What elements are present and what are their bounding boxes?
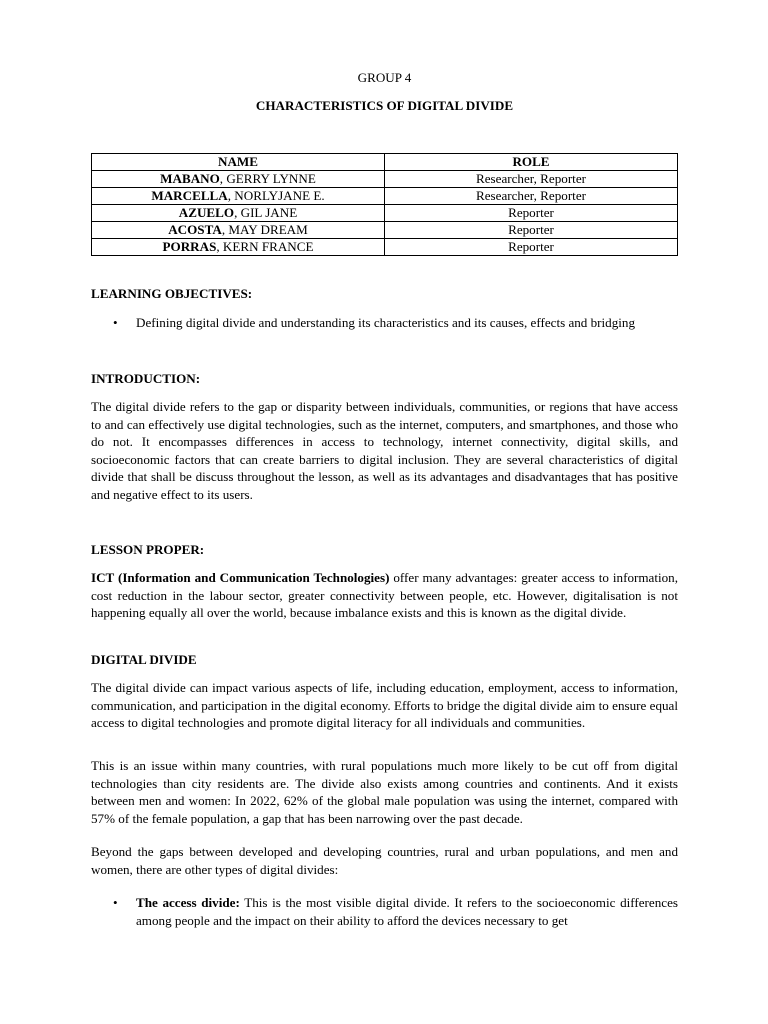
learning-objective-text: Defining digital divide and understanding its characteristics and its causes, effects and bridging bbox=[136, 315, 636, 330]
member-name bbox=[92, 222, 385, 239]
member-surname: MABANO bbox=[160, 171, 220, 186]
member-role: Reporter bbox=[385, 205, 678, 222]
lesson-proper-heading: LESSON PROPER: bbox=[91, 542, 205, 557]
ict-term: ICT (Information and Communication Technologies) bbox=[91, 570, 390, 585]
digital-divide-paragraph-1: The digital divide can impact various aspects of life, including education, employment, access to information, communication, and participation in the digital economy. Efforts to bridge the digital divide aim to ensure equal access to digital technologies and promote digital literacy for all individuals and communities. bbox=[91, 680, 678, 730]
member-surname: PORRAS bbox=[162, 239, 217, 254]
name-column-header: NAME bbox=[92, 154, 385, 171]
digital-divide-paragraph-2: This is an issue within many countries, with rural populations much more likely to be cut off from digital technologies than city residents are. The divide also exists among countries and continents. And it exists between men and women: In 2022, 62% of the global male population was using the internet, compared with 57% of the female population, a gap that has been narrowing over the past decade. bbox=[91, 758, 678, 826]
member-role: Reporter bbox=[385, 239, 678, 256]
access-divide-term: The access divide: bbox=[136, 895, 240, 910]
member-name bbox=[92, 239, 385, 256]
member-name bbox=[92, 171, 385, 188]
member-given-name: , NORLYJANE E. bbox=[227, 188, 325, 203]
member-role: Researcher, Reporter bbox=[385, 188, 678, 205]
table-row bbox=[92, 222, 678, 239]
digital-divide-paragraph-3: Beyond the gaps between developed and developing countries, rural and urban populations, and men and women, there are other types of digital divides: bbox=[91, 844, 678, 877]
member-name bbox=[92, 205, 385, 222]
members-table bbox=[91, 153, 678, 256]
member-surname: ACOSTA bbox=[168, 222, 222, 237]
learning-objectives-heading: LEARNING OBJECTIVES: bbox=[91, 286, 253, 301]
introduction-paragraph: The digital divide refers to the gap or disparity between individuals, communities, or regions that have access to and can effectively use digital technologies, such as the internet, computers, and smartphones, and those who do not. It encompasses differences in access to technology, internet connectivity, digital skills, and socioeconomic factors that can create barriers to digital inclusion. They are several characteristics of digital divide that shall be discuss throughout the lesson, as well as its advantages and disadvantages that has positive and negative effect to its users. bbox=[91, 399, 678, 502]
member-name bbox=[92, 188, 385, 205]
introduction-heading: INTRODUCTION: bbox=[91, 371, 201, 386]
member-surname: AZUELO bbox=[178, 205, 235, 220]
member-given-name: , MAY DREAM bbox=[221, 222, 308, 237]
bullet-icon: • bbox=[113, 315, 118, 330]
member-surname: MARCELLA bbox=[151, 188, 228, 203]
digital-divide-heading: DIGITAL DIVIDE bbox=[91, 652, 197, 667]
table-header-row bbox=[92, 154, 678, 171]
table-row bbox=[92, 188, 678, 205]
member-given-name: , GERRY LYNNE bbox=[219, 171, 316, 186]
document-title: CHARACTERISTICS OF DIGITAL DIVIDE bbox=[255, 98, 514, 113]
role-column-header: ROLE bbox=[385, 154, 678, 171]
member-given-name: , GIL JANE bbox=[234, 205, 298, 220]
access-divide-text bbox=[136, 894, 678, 929]
table-row bbox=[92, 205, 678, 222]
ict-description: offer many advantages: greater access to information, cost reduction in the labour sector, greater connectivity between people, etc. However, digitalisation is not happening equally all over the world, because imbalance exists and this is known as the digital divide. bbox=[91, 570, 678, 620]
member-given-name: , KERN FRANCE bbox=[216, 239, 314, 254]
table-row bbox=[92, 239, 678, 256]
access-divide-description: This is the most visible digital divide. It refers to the socioeconomic differences among people and the impact on their ability to afford the devices necessary to get bbox=[136, 895, 678, 928]
bullet-icon: • bbox=[113, 895, 118, 910]
table-row bbox=[92, 171, 678, 188]
ict-paragraph bbox=[91, 569, 678, 622]
member-role: Reporter bbox=[385, 222, 678, 239]
group-label: GROUP 4 bbox=[357, 70, 412, 85]
member-role: Researcher, Reporter bbox=[385, 171, 678, 188]
